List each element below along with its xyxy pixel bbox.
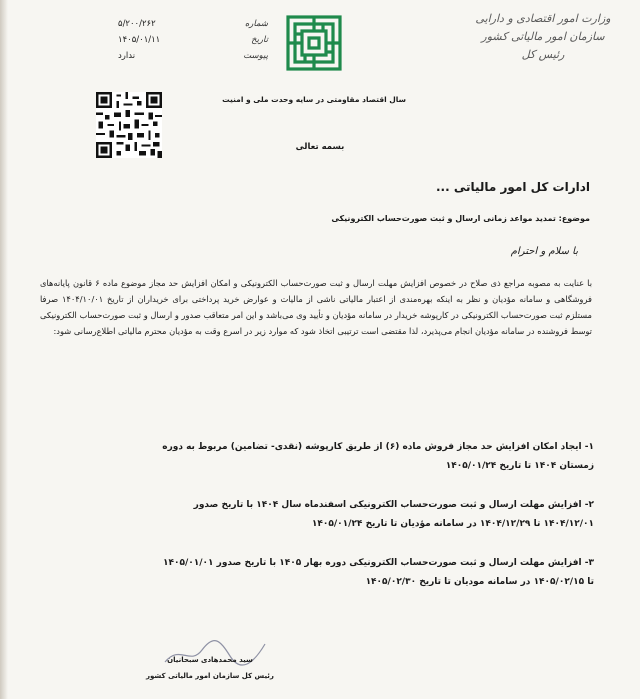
ministry-line: رئیس کل xyxy=(521,48,565,61)
meta-number-value: ۵/۲۰۰/۲۶۲ xyxy=(118,19,156,29)
slogan: سال اقتصاد مقاومتی در سایه وحدت ملی و امنیت xyxy=(222,95,406,104)
directive-list xyxy=(39,438,594,612)
list-item-line: تا ۱۴۰۵/۰۲/۱۵ در سامانه مودیان تا تاریخ ۱۴۰۵/۰۲/۳۰ xyxy=(365,577,594,587)
letter-meta xyxy=(118,16,268,64)
ministry-header xyxy=(468,10,618,64)
meta-attachment xyxy=(118,48,268,64)
paper-edge-shadow xyxy=(0,0,8,699)
list-item-line: ۳- افزایش مهلت ارسال و ثبت صورت‌حساب الکترونیکی دوره بهار ۱۴۰۵ با تاریخ صدور ۱۴۰۵/۰۱/۰۱ xyxy=(162,558,594,568)
list-item xyxy=(39,438,594,476)
list-item-line: ۱۴۰۴/۱۲/۰۱ تا ۱۴۰۴/۱۲/۲۹ در سامانه مؤدیان تا تاریخ ۱۴۰۵/۰۱/۲۴ xyxy=(311,519,594,529)
meta-date xyxy=(118,32,268,48)
meta-number xyxy=(118,16,268,32)
ministry-line: وزارت امور اقتصادی و دارایی xyxy=(475,12,611,25)
tax-organization-logo-icon xyxy=(285,14,343,72)
signature-scribble-icon xyxy=(160,636,270,670)
list-item-line: ۲- افزایش مهلت ارسال و ثبت صورت‌حساب الکترونیکی اسفندماه سال ۱۴۰۴ با تاریخ صدور xyxy=(193,500,594,510)
body-paragraph: با عنایت به مصوبه مراجع ذی صلاح در خصوص افزایش مهلت ارسال و ثبت صورت‌حساب الکترونیکی و امکان افزایش حد مجاز موضوع ماده ۶ قانون پایانه‌های فروشگاهی و سامانه مؤدیان و نظر به اینکه بهره‌مندی از اعتبار مالیاتی ناشی از مالیات و عوارض خرید پرداختی برای خریداران از تاریخ ۱۴۰۴/۱۰/۰۱ صرفا مستلزم ثبت صورت‌حساب الکترونیکی در کارپوشه خریدار در سامانه مؤدیان و تأیید وی می‌باشد و این امر متعاقب صدور و ارسال و ثبت صورت‌حساب الکترونیکی توسط فروشنده در سامانه مؤدیان انجام می‌پذیرد، لذا مقتضی است ترتیبی اتخاذ شود که موارد زیر در اسرع وقت به مؤدیان محترم مالیاتی اطلاع‌رسانی شود: xyxy=(40,278,593,336)
ministry-line: سازمان امور مالیاتی کشور xyxy=(481,30,605,43)
list-item-line: زمستان ۱۴۰۴ تا تاریخ ۱۴۰۵/۰۱/۲۴ xyxy=(445,461,594,471)
meta-attachment-label: پیوست xyxy=(243,51,268,61)
qr-code-icon xyxy=(96,92,162,158)
signatory-title: رئیس کل سازمان امور مالیاتی کشور xyxy=(146,672,274,680)
meta-attachment-value: ندارد xyxy=(118,51,136,61)
signatory-name: سید محمدهادی سبحانیان xyxy=(167,656,253,664)
addressee: ادارات کل امور مالیاتی ... xyxy=(435,180,590,194)
greeting: با سلام و احترام xyxy=(510,246,578,257)
list-item xyxy=(39,554,594,592)
subject-line: موضوع: تمدید مواعد زمانی ارسال و ثبت صورت‌حساب الکترونیکی xyxy=(331,214,590,223)
bismillah: بسمه تعالی xyxy=(295,142,345,152)
meta-date-value: ۱۴۰۵/۰۱/۱۱ xyxy=(118,35,161,45)
meta-number-label: شماره xyxy=(244,19,268,29)
list-item xyxy=(39,496,594,534)
meta-date-label: تاریخ xyxy=(251,35,268,45)
list-item-line: ۱- ایجاد امکان افزایش حد مجاز فروش ماده (۶) از طریق کارپوشه (نقدی- تضامین) مربوط به دوره xyxy=(162,442,594,452)
